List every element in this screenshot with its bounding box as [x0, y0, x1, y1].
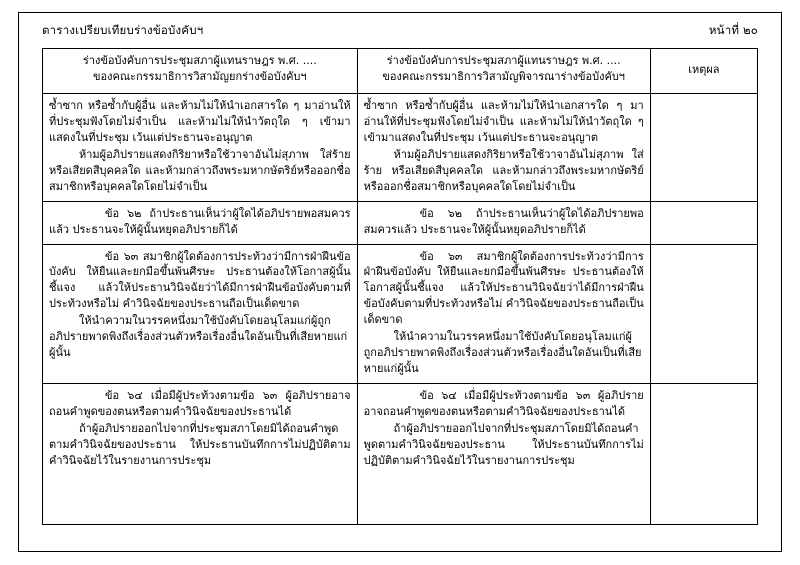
- table-row: [43, 94, 758, 202]
- paragraph: ห้ามผู้อภิปรายแสดงกิริยาหรือใช้วาจาอันไม่สุภาพ ใส่ร้าย หรือเสียดสีบุคคลใด และห้ามกล่าวถึงพระมหากษัตริย์หรือออกชื่อสมาชิกหรือบุคคลใดโดยไม่จำเป็น: [363, 147, 644, 193]
- paragraph: ข้อ ๖๓ สมาชิกผู้ใดต้องการประท้วงว่ามีการฝ่าฝืนข้อบังคับ ให้ยืนและยกมือขึ้นพ้นศีรษะ ประธานต้องให้โอกาสผู้นั้นชี้แจง แล้วให้ประธานวินิจฉัยว่าได้มีการฝ่าฝืนข้อบังคับตามที่ประท้วงหรือไม่ คำวินิจฉัยของประธานถือเป็นเด็ดขาด: [49, 249, 351, 311]
- paragraph: ข้อ ๖๒ ถ้าประธานเห็นว่าผู้ใดได้อภิปรายพอสมควรแล้ว ประธานจะให้ผู้นั้นหยุดอภิปรายก็ได้: [49, 206, 351, 236]
- paragraph: ข้อ ๖๔ เมื่อมีผู้ประท้วงตามข้อ ๖๓ ผู้อภิปรายอาจถอนคำพูดของตนหรือตามคำวินิจฉัยของประธานได้: [49, 389, 351, 418]
- paragraph: ข้อ ๖๓ สมาชิกผู้ใดต้องการประท้วงว่ามีการฝ่าฝืนข้อบังคับ ให้ยืนและยกมือขึ้นพ้นศีรษะ ประธานต้องให้โอกาสผู้นั้นชี้แจง แล้วให้ประธานวินิจฉัยว่าได้มีการฝ่าฝืนข้อบังคับตามที่ประท้วงหรือไม่ คำวินิจฉัยของประธานถือเป็นเด็ดขาด: [363, 249, 644, 327]
- document-title: ตารางเปรียบเทียบร่างข้อบังคับฯ: [42, 23, 204, 37]
- header-cell-draft-reviewing-committee: [357, 49, 650, 94]
- cell-draft-right: [357, 244, 650, 384]
- cell-draft-right: [357, 201, 650, 244]
- table-header-row: [43, 49, 758, 94]
- header-line-2: ของคณะกรรมาธิการวิสามัญพิจารณาร่างข้อบังคับฯ: [382, 69, 625, 83]
- paragraph: ซ้ำซาก หรือซ้ำกับผู้อื่น และห้ามไม่ให้นำเอกสารใด ๆ มาอ่านให้ที่ประชุมฟังโดยไม่จำเป็น และห้ามไม่ให้นำวัตถุใด ๆ เข้ามาแสดงในที่ประชุม เว้นแต่ประธานจะอนุญาต: [363, 99, 644, 144]
- header-line-1: ร่างข้อบังคับการประชุมสภาผู้แทนราษฎร พ.ศ. ....: [82, 54, 317, 67]
- paragraph: ให้นำความในวรรคหนึ่งมาใช้บังคับโดยอนุโลมแก่ผู้ถูกอภิปรายพาดพิงถึงเรื่องส่วนตัวหรือเรื่องอื่นใดอันเป็นที่เสียหายแก่ผู้นั้น: [49, 314, 348, 360]
- header-line-2: ของคณะกรรมาธิการวิสามัญยกร่างข้อบังคับฯ: [93, 69, 307, 83]
- page-number: หน้าที่ ๒๐: [708, 23, 758, 37]
- table-row: [43, 201, 758, 244]
- paragraph: ให้นำความในวรรคหนึ่งมาใช้บังคับโดยอนุโลมแก่ผู้ถูกอภิปรายพาดพิงถึงเรื่องส่วนตัวหรือเรื่องอื่นใดอันเป็นที่เสียหายแก่ผู้นั้น: [363, 330, 642, 376]
- paragraph: ข้อ ๖๔ เมื่อมีผู้ประท้วงตามข้อ ๖๓ ผู้อภิปรายอาจถอนคำพูดของตนหรือตามคำวินิจฉัยของประธานได้: [363, 389, 644, 418]
- paragraph: ถ้าผู้อภิปรายออกไปจากที่ประชุมสภาโดยมิได้ถอนคำพูดตามคำวินิจฉัยของประธาน ให้ประธานบันทึกการไม่ปฏิบัติตามคำวินิจฉัยไว้ในรายงานการประชุม: [363, 421, 644, 467]
- paragraph: ซ้ำซาก หรือซ้ำกับผู้อื่น และห้ามไม่ให้นำเอกสารใด ๆ มาอ่านให้ที่ประชุมฟังโดยไม่จำเป็น และห้ามไม่ให้นำวัตถุใด ๆ เข้ามาแสดงในที่ประชุม เว้นแต่ประธานจะอนุญาต: [49, 99, 351, 144]
- table-row: [43, 384, 758, 525]
- cell-draft-left: [43, 384, 358, 525]
- paragraph: ข้อ ๖๒ ถ้าประธานเห็นว่าผู้ใดได้อภิปรายพอสมควรแล้ว ประธานจะให้ผู้นั้นหยุดอภิปรายก็ได้: [363, 206, 644, 236]
- header-line-1: ร่างข้อบังคับการประชุมสภาผู้แทนราษฎร พ.ศ. ....: [386, 54, 621, 67]
- header-cell-reason: เหตุผล: [650, 49, 757, 94]
- cell-draft-left: [43, 201, 358, 244]
- table-row: [43, 244, 758, 384]
- cell-draft-left: [43, 244, 358, 384]
- cell-reason: [650, 244, 757, 384]
- page-header: [42, 22, 758, 40]
- paragraph: ถ้าผู้อภิปรายออกไปจากที่ประชุมสภาโดยมิได้ถอนคำพูดตามคำวินิจฉัยของประธาน ให้ประธานบันทึกการไม่ปฏิบัติตามคำวินิจฉัยไว้ในรายงานการประชุม: [49, 421, 351, 467]
- comparison-table: [42, 48, 758, 525]
- cell-draft-left: [43, 94, 358, 202]
- cell-reason: [650, 94, 757, 202]
- cell-draft-right: [357, 384, 650, 525]
- paragraph: ห้ามผู้อภิปรายแสดงกิริยาหรือใช้วาจาอันไม่สุภาพ ใส่ร้าย หรือเสียดสีบุคคลใด และห้ามกล่าวถึงพระมหากษัตริย์หรือออกชื่อสมาชิกหรือบุคคลใดโดยไม่จำเป็น: [49, 147, 351, 193]
- cell-reason: [650, 201, 757, 244]
- cell-draft-right: [357, 94, 650, 202]
- cell-reason: [650, 384, 757, 525]
- header-cell-draft-drafting-committee: [43, 49, 358, 94]
